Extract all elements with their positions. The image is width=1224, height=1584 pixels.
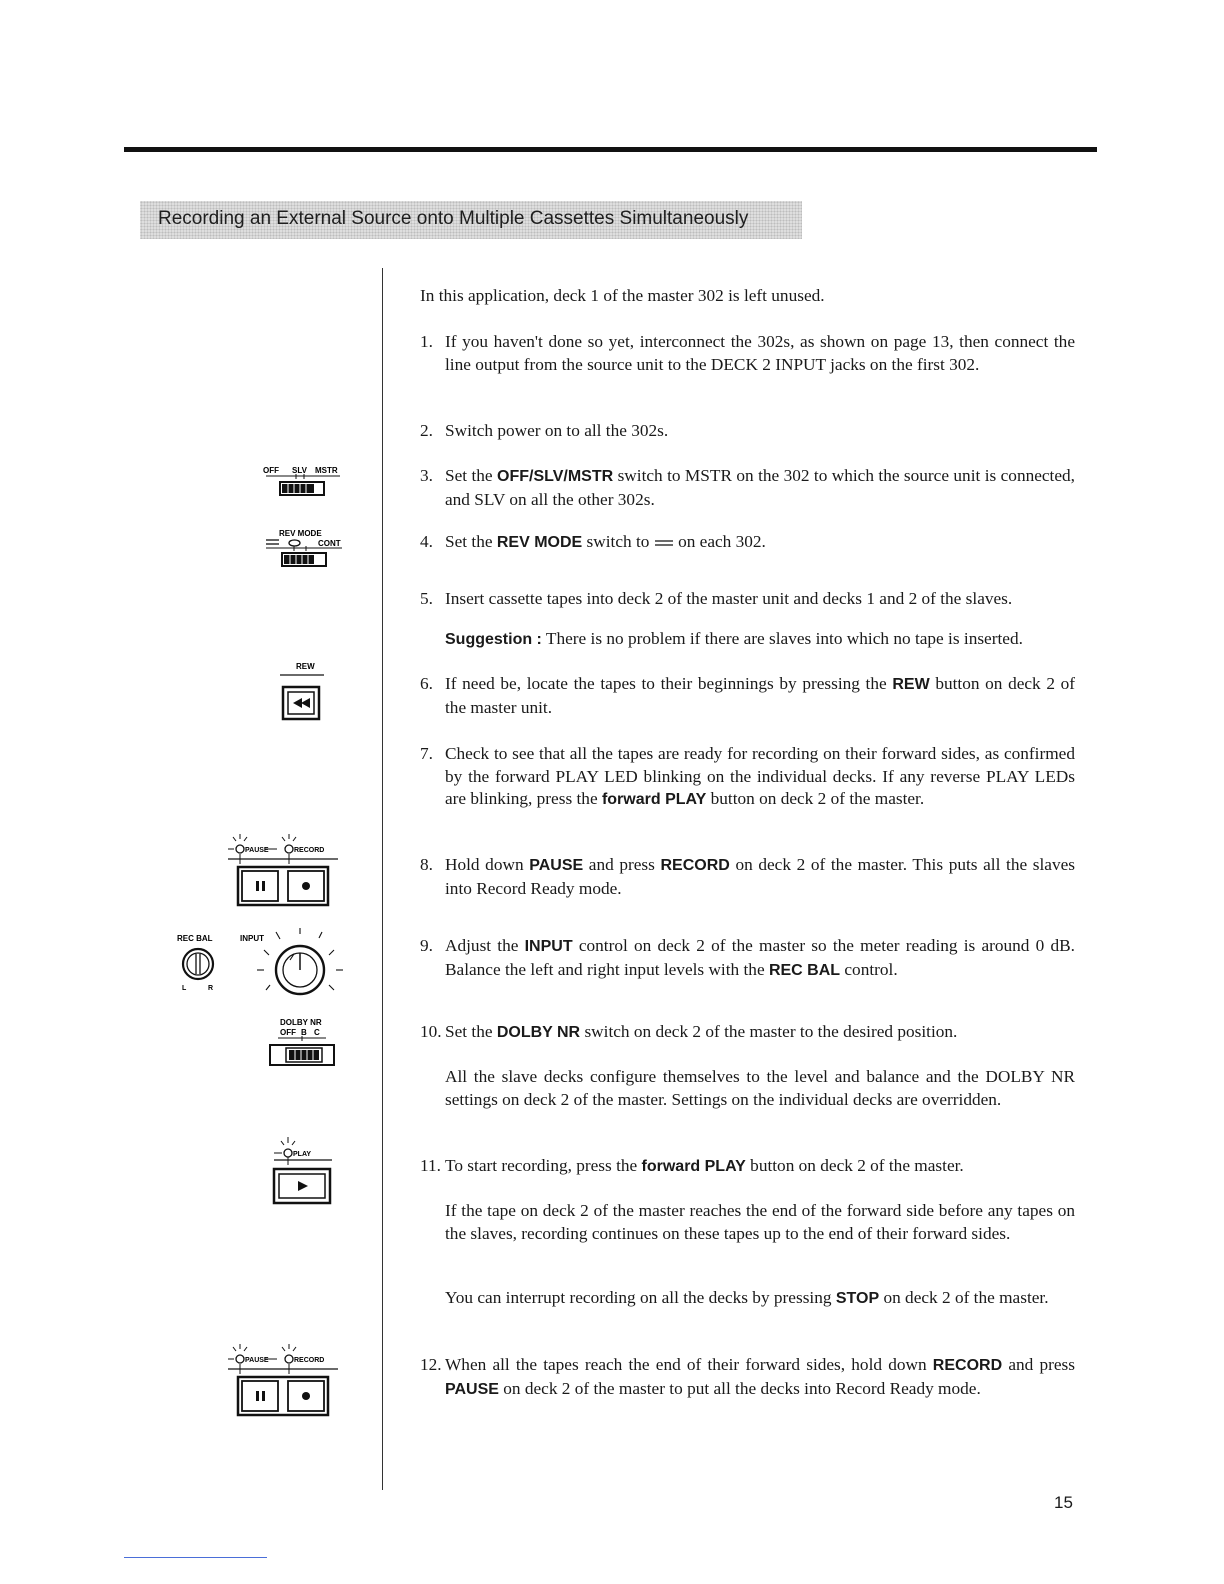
pause-record-buttons-figure-2 [226, 1342, 344, 1422]
rev-mode-label: REV MODE [279, 529, 322, 538]
step-9: 9. Adjust the INPUT control on deck 2 of the master so the meter reading is around 0 dB. Balance the left and right input levels with the REC BAL control. [420, 936, 1075, 979]
b-label: B [301, 1028, 307, 1037]
rew-button-figure [276, 659, 332, 725]
suggestion-note: Suggestion : There is no problem if there are slaves into which no tape is inserted. [445, 629, 1023, 648]
r-label: R [208, 985, 214, 992]
intro-paragraph: In this application, deck 1 of the master 302 is left unused. [420, 286, 825, 305]
step-3: 3. Set the OFF/SLV/MSTR switch to MSTR on the 302 to which the source unit is connected, and SLV on all the other 302s. [420, 466, 1075, 509]
step-11-note-1: If the tape on deck 2 of the master reaches the end of the forward side before any tapes on the slaves, recording continues on these tapes up to the end of their forward sides. [445, 1201, 1075, 1243]
play-label: PLAY [293, 1151, 312, 1158]
mstr-label: MSTR [315, 466, 338, 475]
pause-label: PAUSE [245, 847, 269, 854]
slv-label: SLV [292, 466, 307, 475]
step-12: 12. When all the tapes reach the end of their forward sides, hold down RECORD and press PAUSE on deck 2 of the master to put all the decks into Record Ready mode. [420, 1355, 1075, 1398]
c-label: C [314, 1028, 320, 1037]
rew-label: REW [296, 662, 315, 671]
step-5: 5. Insert cassette tapes into deck 2 of the master unit and decks 1 and 2 of the slaves. [420, 589, 1013, 608]
step-4: 4. Set the REV MODE switch to on each 302. [420, 531, 1075, 555]
record-label: RECORD [294, 847, 325, 854]
pause-label-2: PAUSE [245, 1357, 269, 1364]
step-2: 2. Switch power on to all the 302s. [420, 421, 669, 440]
section-title: Recording an External Source onto Multiple Cassettes Simultaneously [158, 208, 749, 229]
rec-bal-input-knobs-figure [174, 926, 354, 1002]
step-10: 10. Set the DOLBY NR switch on deck 2 of the master to the desired position. [420, 1022, 958, 1041]
top-rule [124, 147, 1097, 152]
step-11: 11. To start recording, press the forward PLAY button on deck 2 of the master. [420, 1156, 964, 1175]
step-8: 8. Hold down PAUSE and press RECORD on deck 2 of the master. This puts all the slaves into Record Ready mode. [420, 855, 1075, 898]
step-10-note: All the slave decks configure themselves to the level and balance and the DOLBY NR settings on deck 2 of the master. Settings on the individual decks are overridden. [445, 1067, 1075, 1109]
footer-line [124, 1557, 267, 1558]
step-11-note-2: You can interrupt recording on all the decks by pressing STOP on deck 2 of the master. [445, 1288, 1049, 1307]
off-label-2: OFF [280, 1028, 296, 1037]
step-1: 1. If you haven't done so yet, interconnect the 302s, as shown on page 13, then connect the line output from the source unit to the DECK 2 INPUT jacks on the first 302. [420, 332, 1075, 374]
play-button-figure [268, 1134, 340, 1208]
rec-bal-label: REC BAL [177, 934, 213, 943]
step-7: 7. Check to see that all the tapes are ready for recording on their forward sides, as confirmed by the forward PLAY LED blinking on the individual decks. If any reverse PLAY LEDs are blinking, press the forward PLAY button on deck 2 of the master. [420, 744, 1075, 808]
section-title-band [140, 201, 802, 239]
off-label: OFF [263, 466, 279, 475]
pause-record-buttons-figure [226, 832, 344, 912]
page-number: 15 [1054, 1493, 1073, 1512]
dolby-nr-switch-figure [266, 1015, 346, 1071]
record-label-2: RECORD [294, 1357, 325, 1364]
step-6: 6. If need be, locate the tapes to their beginnings by pressing the REW button on deck 2 of the master unit. [420, 674, 1076, 717]
dolby-nr-label: DOLBY NR [280, 1018, 322, 1027]
cont-label: CONT [318, 539, 341, 548]
l-label: L [182, 985, 187, 992]
input-label: INPUT [240, 934, 264, 943]
off-slv-mstr-switch-figure [258, 462, 348, 498]
column-divider [382, 268, 383, 1490]
reverse-mode-one-way-icon [654, 532, 674, 555]
rev-mode-switch-figure [262, 526, 352, 568]
